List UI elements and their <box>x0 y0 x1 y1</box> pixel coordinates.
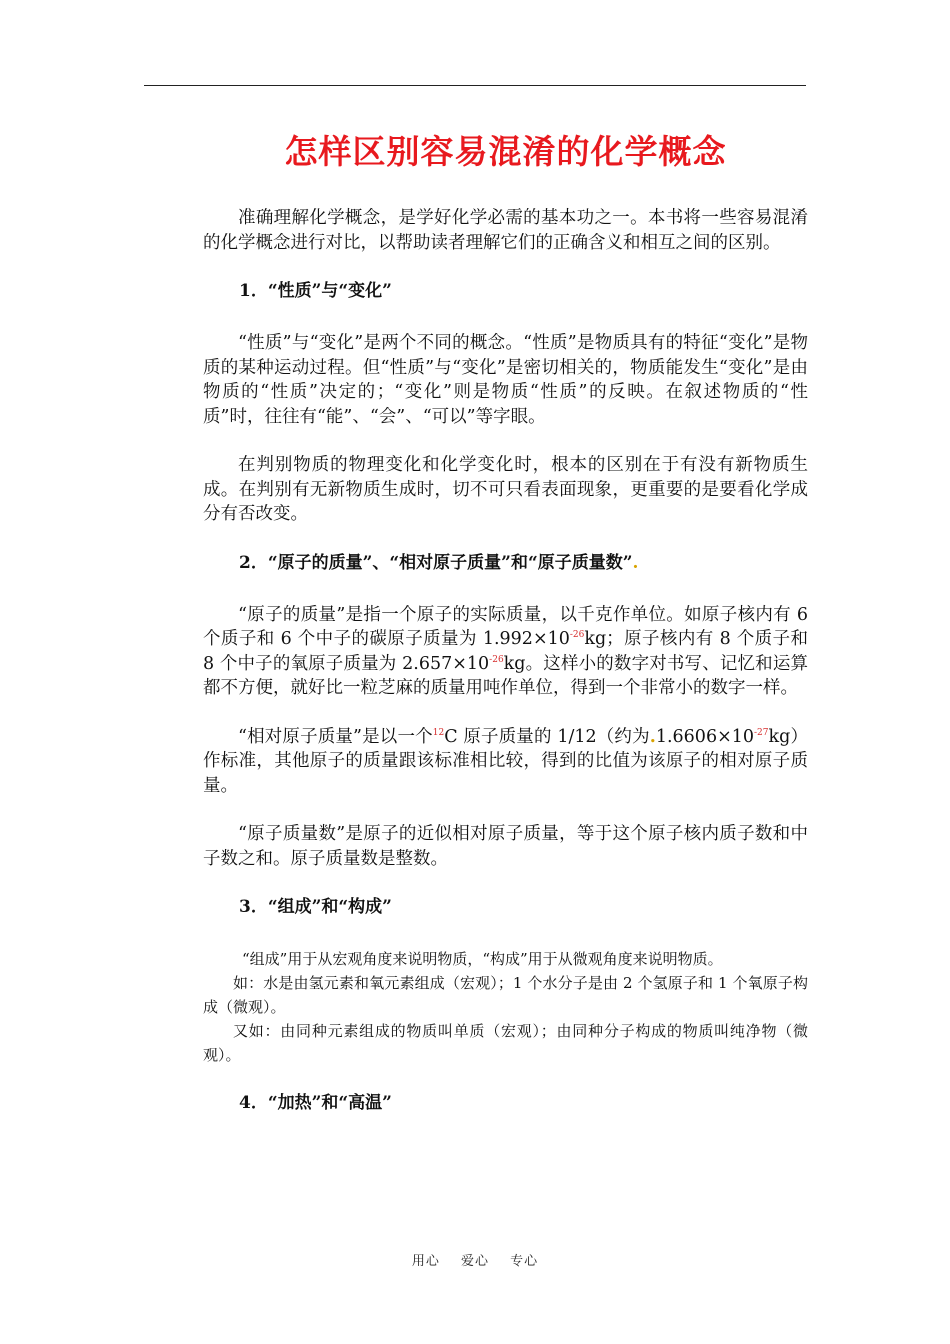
page-footer <box>0 1250 950 1269</box>
section-3-heading: 3．“组成”和“构成” <box>239 897 392 917</box>
s2p2-text-c: 1.6606×10 <box>655 726 755 747</box>
footer-word-1: 用心 <box>411 1254 440 1269</box>
footer-word-2: 爱心 <box>460 1254 489 1269</box>
section-1-paragraph-1: “性质”与“变化”是两个不同的概念。“性质”是物质具有的特征“变化”是物质的某种运动过程。但“性质”与“变化”是密切相关的，物质能发生“变化”是由物质的“性质”决定的；“变化”则是物质“性质”的反映。在叙述物质的“性质”时，往往有“能”、“会”、“可以”等字眼。 <box>203 333 808 427</box>
section-4-heading: 4．“加热”和“高温” <box>239 1093 392 1113</box>
s2p1-text-b: kg；原子核内有 8 个质子和 8 个中子的氧原子质量为 2.657×10 <box>203 629 808 674</box>
section-1-heading: 1．“性质”与“变化” <box>239 281 392 301</box>
section-2-heading <box>203 551 808 575</box>
s2p2-mark: . <box>649 726 656 747</box>
section-3-line-3: 又如：由同种元素组成的物质叫单质（宏观）；由同种分子构成的物质叫纯净物（微观）。 <box>203 1022 808 1064</box>
section-2-paragraph-1 <box>203 603 808 701</box>
s2p1-exponent-2: -26 <box>489 654 504 665</box>
footer-word-3: 专心 <box>510 1254 539 1269</box>
header-rule <box>144 85 806 86</box>
section-2-heading-mark: . <box>632 552 639 573</box>
s2p1-text-a: “原子的质量”是指一个原子的实际质量，以千克作单位。如原子核内有 6 个质子和 6 个中子的碳原子质量为 1.992×10 <box>203 604 808 649</box>
s2p1-exponent-1: -26 <box>569 630 585 641</box>
s2p1-text-c: kg。这样小的数字对书写、记忆和运算都不方便，就好比一粒芝麻的质量用吨作单位，得到一个非常小的数字一样。 <box>203 653 808 698</box>
s2p2-text-a: “相对原子质量”是以一个 <box>238 726 433 747</box>
page-title: 怎样区别容易混淆的化学概念 <box>284 132 727 171</box>
s2p2-isotope-mass: 12 <box>432 727 445 738</box>
s2p2-text-d: kg）作标准，其他原子的质量跟该标准相比较，得到的比值为该原子的相对原子质量。 <box>203 726 808 796</box>
section-2-paragraph-2 <box>203 725 808 799</box>
section-3-line-1: “组成”用于从宏观角度来说明物质，“构成”用于从微观角度来说明物质。 <box>242 950 723 968</box>
intro-paragraph: 准确理解化学概念，是学好化学必需的基本功之一。本书将一些容易混淆的化学概念进行对比，以帮助读者理解它们的正确含义和相互之间的区别。 <box>203 208 808 253</box>
s2p2-text-b: C 原子质量的 1/12（约为 <box>444 726 650 747</box>
section-3-line-2: 如：水是由氢元素和氧元素组成（宏观）；1 个水分子是由 2 个氢原子和 1 个氧原子构成（微观）。 <box>203 974 808 1016</box>
document-body <box>203 128 808 1143</box>
s2p2-exponent: -27 <box>754 727 769 738</box>
section-2-heading-text: 2．“原子的质量”、“相对原子质量”和“原子质量数” <box>239 552 633 573</box>
section-2-paragraph-3: “原子质量数”是原子的近似相对原子质量，等于这个原子核内质子数和中子数之和。原子质量数是整数。 <box>203 824 808 869</box>
section-1-paragraph-2: 在判别物质的物理变化和化学变化时，根本的区别在于有没有新物质生成。在判别有无新物质生成时，切不可只看表面现象，更重要的是要看化学成分有否改变。 <box>203 455 808 524</box>
